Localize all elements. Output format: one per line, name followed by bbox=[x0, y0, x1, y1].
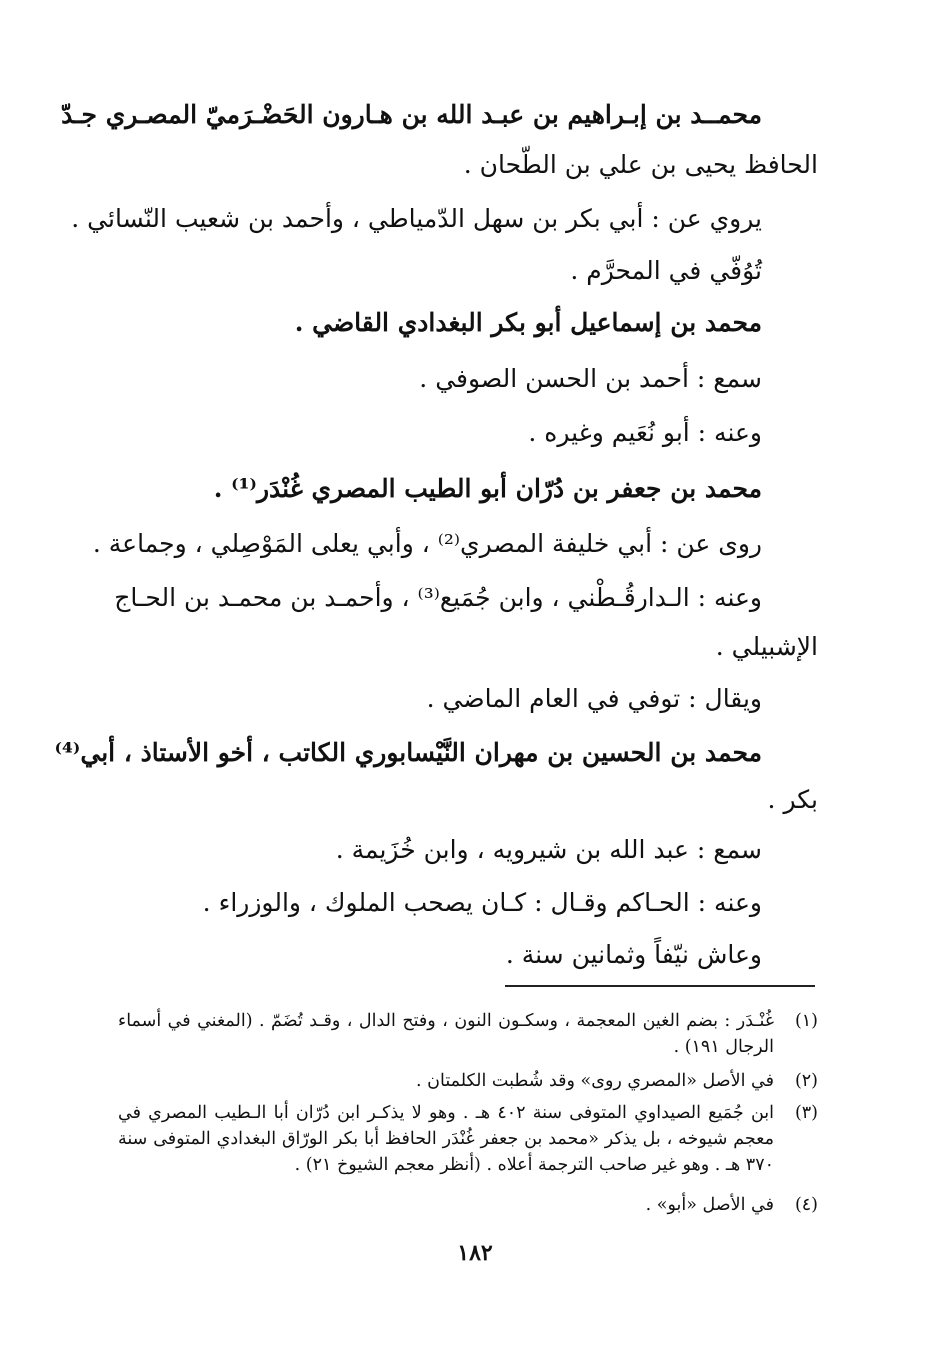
narration-line: ويقال : توفي في العام الماضي . bbox=[426, 684, 762, 713]
narration-line: يروي عن : أبي بكر بن سهل الدّمياطي ، وأحمد بن شعيب النّسائي . bbox=[71, 204, 762, 233]
footnote-text: في الأصل «المصري روى» وقد شُطبت الكلمتان . bbox=[416, 1071, 774, 1091]
death-note-line: تُوُفّي في المحرَّم . bbox=[570, 256, 762, 285]
narration-line: وعاش نيّفاً وثمانين سنة . bbox=[505, 940, 762, 969]
narration-line-continuation: الإشبيلي . bbox=[715, 632, 818, 661]
footnote-2 bbox=[118, 1068, 818, 1094]
footnote-separator bbox=[505, 985, 815, 987]
footnote-text: في الأصل «أبو» . bbox=[645, 1195, 774, 1215]
entry-heading: محمد بن إسماعيل أبو بكر البغدادي القاضي . bbox=[294, 308, 762, 337]
footnote-text: معجم شيوخه ، بل يذكر «محمد بن جعفر غُنْدَر الحافظ أبا بكر الورّاق البغدادي المتوفى سنة bbox=[118, 1129, 774, 1149]
narration-line: وعنه : الـدارقُـطْني ، وابن جُمَيع⁽³⁾ ، وأحمـد بن محمـد بن الحـاج bbox=[114, 583, 762, 612]
entry-heading-continuation: الحافظ يحيى بن علي بن الطّحان . bbox=[463, 150, 818, 179]
footnote-number: (٤) bbox=[794, 1195, 818, 1215]
narration-line: سمع : عبد الله بن شيرويه ، وابن خُزَيمة . bbox=[335, 835, 762, 864]
footnote-text: ابن جُمَيع الصيداوي المتوفى سنة ٤٠٢ هـ . وهو لا يذكـر ابن دُرّان أبا الـطيب المصري في bbox=[118, 1103, 774, 1123]
footnote-number: (١) bbox=[794, 1011, 818, 1031]
footnote-text: غُنْـدَر : بضم الغين المعجمة ، وسكـون النون ، وفتح الدال ، وقـد تُضَمّ . (المغني في أسماء bbox=[118, 1011, 774, 1031]
narration-line: سمع : أحمد بن الحسن الصوفي . bbox=[419, 364, 762, 393]
footnote-3 bbox=[118, 1100, 818, 1180]
narration-line: روى عن : أبي خليفة المصري⁽²⁾ ، وأبي يعلى المَوْصِلي ، وجماعة . bbox=[92, 529, 762, 558]
footnote-1 bbox=[118, 1008, 818, 1060]
footnote-text: الرجال ١٩١) . bbox=[673, 1037, 774, 1057]
entry-heading: محمد بن جعفر بن دُرّان أبو الطيب المصري غُنْدَر⁽¹⁾ . bbox=[213, 474, 762, 503]
footnote-number: (٣) bbox=[794, 1103, 818, 1123]
footnote-4 bbox=[118, 1192, 818, 1218]
page-number: ١٨٢ bbox=[457, 1240, 493, 1266]
entry-heading: محمد بن الحسين بن مهران النَّيْسابوري الكاتب ، أخو الأستاذ ، أبي⁽⁴⁾ bbox=[54, 738, 762, 767]
narration-line: وعنه : الحـاكم وقـال : كـان يصحب الملوك ، والوزراء . bbox=[202, 888, 762, 917]
footnote-number: (٢) bbox=[794, 1071, 818, 1091]
entry-heading: محمــد بن إبـراهيم بن عبـد الله بن هـارون الحَضْـرَميّ المصـري جـدّ bbox=[61, 100, 762, 129]
narration-line: وعنه : أبو نُعَيم وغيره . bbox=[528, 418, 762, 447]
entry-heading-continuation: بكر . bbox=[767, 785, 818, 814]
footnote-text: ٣٧٠ هـ . وهو غير صاحب الترجمة أعلاه . (أنظر معجم الشيوخ ٢١) . bbox=[294, 1155, 774, 1175]
